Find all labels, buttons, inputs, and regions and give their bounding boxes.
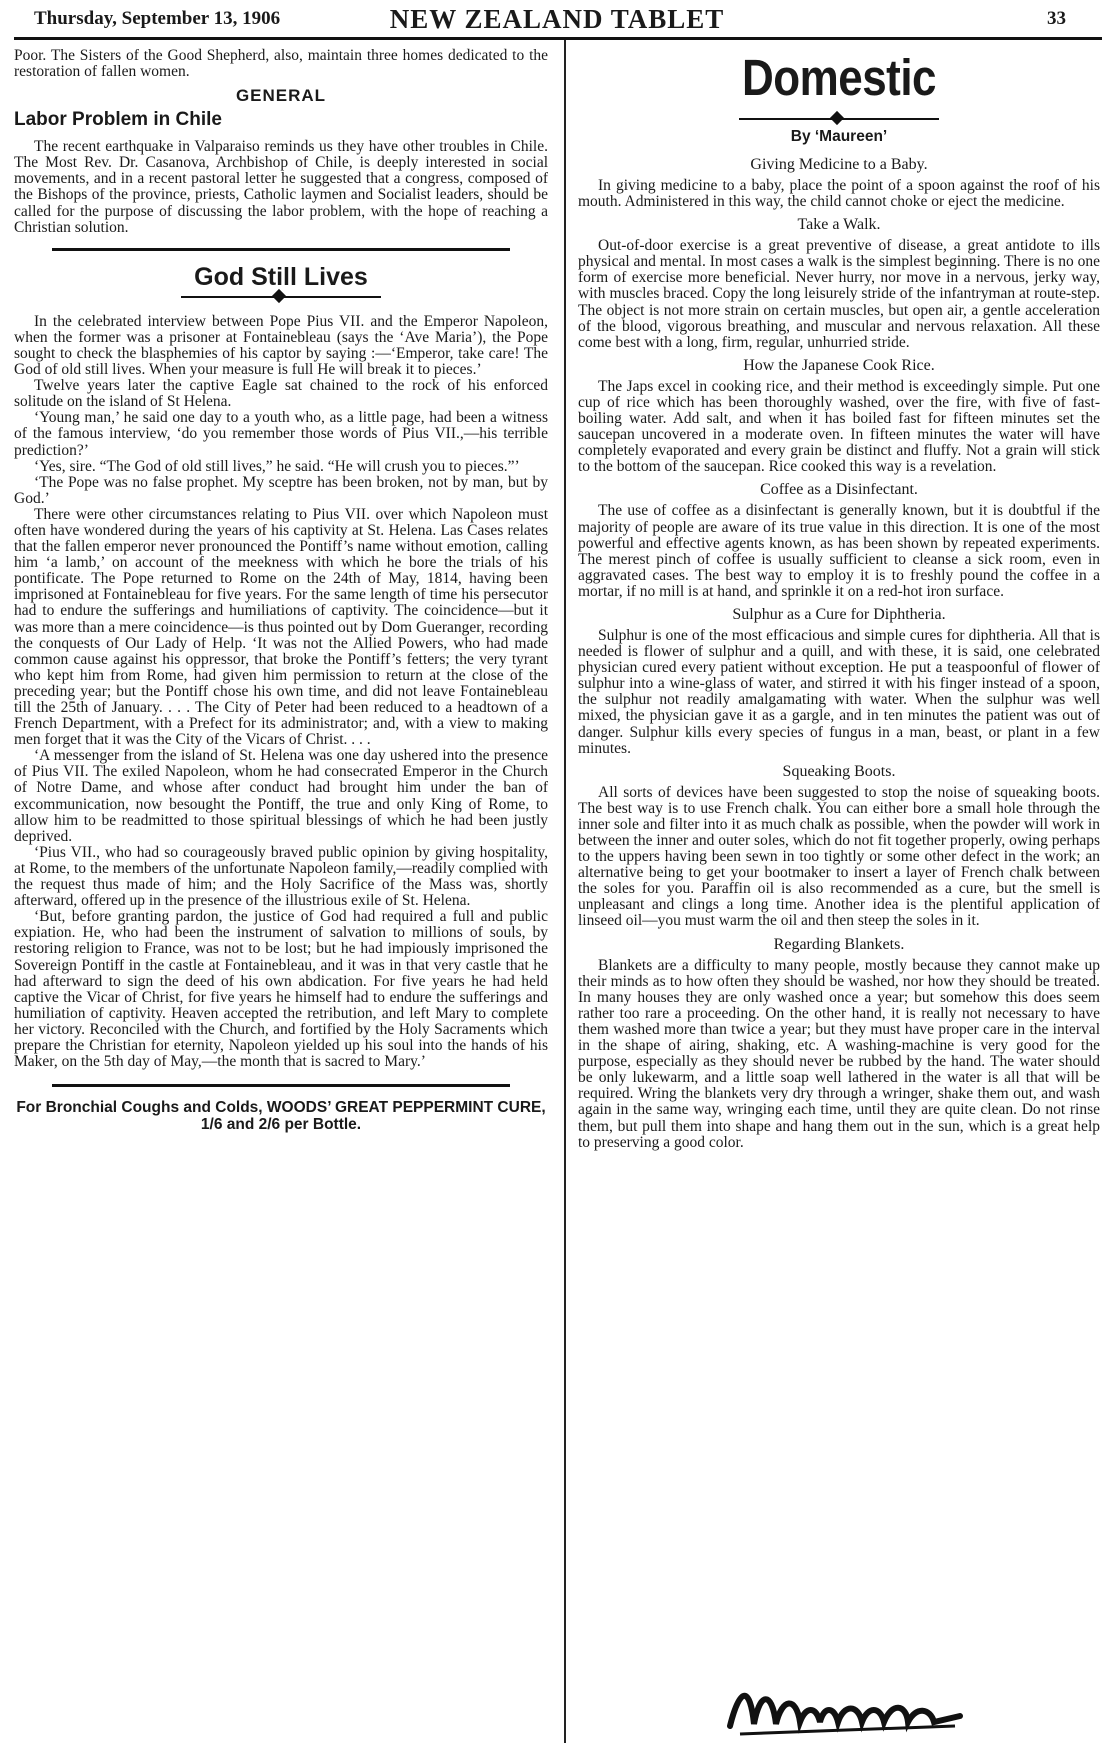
general-heading: GENERAL [235, 86, 327, 106]
byline: By ‘Maureen’ [790, 128, 888, 145]
section-heading: Giving Medicine to a Baby. [750, 156, 928, 173]
god-still-lives-title: God Still Lives [194, 262, 368, 291]
article-paragraph: ‘The Pope was no false prophet. My sceptre has been broken, not by man, but by God.’ [14, 473, 548, 507]
section-rule [52, 1084, 510, 1087]
left-column [14, 48, 548, 1743]
section-text: Sulphur is one of the most efficacious and simple cures for diphtheria. All that is needed is flower of sulphur and a quill, and with these, it is said, one celebrated physician cured every patient without exception. He put a teaspoonful of flower of sulphur into a wine-glass of water, and stirred it with his finger instead of a spoon, the sulphur not readily amalgamating with water. When the sulphur was well mixed, the physician gave it as a gargle, and in ten minutes the patient was out of danger. Sulphur kills every species of fungus in a man, beast, or plant in a few minutes. [578, 626, 1100, 757]
article-paragraph: ‘Pius VII., who had so courageously braved public opinion by giving hospitality, at Rome, to the members of the unfortunate Napoleon family,—readily complied with the request thus made of him; and the Holy Sacrifice of the Mass was, shortly afterward, offered up in the presence of the illustrious exile of St. Helena. [14, 843, 548, 910]
section-text: In giving medicine to a baby, place the point of a spoon against the roof of his mouth. Administered in this way, the child cannot choke or eject the medicine. [578, 177, 1100, 211]
section-heading: Sulphur as a Cure for Diphtheria. [732, 605, 946, 623]
section-heading: Coffee as a Disinfectant. [760, 481, 918, 499]
section-heading: Regarding Blankets. [773, 935, 905, 953]
section-text: The Japs excel in cooking rice, and their method is exceedingly simple. Put one cup of rice which has been thoroughly washed, over the fire, with five of fast-boiling water. Add salt, and when it has boiled fast for fifteen minutes set the saucepan uncovered in a moderate oven. In fifteen minutes the water will have completely evaporated and every grain be distinct and fluffy. Not a grain will stick to the bottom of the saucepan. Rice cooked this way is a revelation. [578, 377, 1100, 476]
article-paragraph: ‘Yes, sire. “The God of old still lives,” he said. “He will crush you to pieces.”’ [34, 457, 520, 475]
section-text: The use of coffee as a disinfectant is generally known, but it is doubtful if the majority of people are aware of its true value in this direction. It is one of the most powerful and effective agents known, as has been shown by repeated experiments. The merest pinch of coffee is usually sufficient to cleanse a sick room, even in aggravated cases. The best way to employ it is to freshly pound the coffee in a mortar, if no mill is at hand, and sprinkle it on a red-hot iron surface. [578, 502, 1100, 600]
section-text: All sorts of devices have been suggested to stop the noise of squeaking boots. The best way is to use French chalk. You can either bore a small hole through the inner sole and filter into it as much chalk as possible, when the powder will work in between the inner and outer soles, which do not fit together properly, owing perhaps to the uppers having been sewn in too tightly or some other defect in the work; an alternative being to get your bootmaker to insert a layer of French chalk between the soles for you. Paraffin oil is also recommended as a cure, but the smell is unpleasant and clings a long time. Another idea is the plentiful application of linseed oil—you must warm the oil and then steep the soles in it. [578, 783, 1100, 930]
maureen-signature [720, 1676, 980, 1746]
advertisement: For Bronchial Coughs and Colds, WOODS’ GREAT PEPPERMINT CURE, 1/6 and 2/6 per Bottle. [16, 1099, 546, 1134]
page-header [0, 0, 1114, 38]
title-ornament [739, 118, 939, 120]
section-text: Out-of-door exercise is a great preventive of disease, a great antidote to ills physical and mental. In most cases a walk is the simplest beginning. There is no one form of exercise more beneficial. Never hurry, nor move in a nervous, jerky way, with muscles braced. Copy the long leisurely stride of the infantryman at route-step. The object is not more strain on certain muscles, but open air, a gentle acceleration of the blood, vigorous breathing, and muscular and nervous relaxation. All these come best with a long, firm, regular, unhurried stride. [578, 237, 1100, 351]
domestic-sections [578, 156, 1100, 1151]
article-paragraph: In the celebrated interview between Pope Pius VII. and the Emperor Napoleon, when the former was a prisoner at Fontainebleau (says the ‘Ave Maria’), the Pope sought to check the blasphemies of his captor by saying :—‘Emperor, take care! The God of old still lives. When your measure is full He will break it to pieces.’ [14, 312, 548, 379]
labor-problem-text: The recent earthquake in Valparaiso reminds us they have other troubles in Chile. The Most Rev. Dr. Casanova, Archbishop of Chile, is deeply interested in social movements, and in a recent pastoral letter he suggested that a congress, composed of the Bishops of the province, priests, Catholic laymen and Socialist leaders, should be called for the purpose of discussing the labor problem, with the hope of reaching a Christian solution. [14, 138, 548, 236]
article-paragraph: ‘Young man,’ he said one day to a youth who, as a little page, had been a witness of the famous interview, ‘do you remember those words of Pius VII.,—his terrible prediction?’ [14, 409, 548, 459]
article-body [14, 314, 548, 1070]
article-paragraph: ‘But, before granting pardon, the justice of God had required a full and public expiation. He, who had been the instrument of salvation to millions of souls, by restoring religion to France, was not to be lost; but he had impiously imprisoned the Sovereign Pontiff in the castle at Fontainebleau, and it was in that very castle that he had afterward to sign the deed of his own abdication. For five years he had held captive the Vicar of Christ, for five years he himself had to endure the sufferings and humiliation of captivity. Heaven accepted the retribution, and left Mary to complete her victory. Reconciled with the Church, and fortified by the Holy Sacraments which prepare the Christian for eternity, Napoleon yielded up his soul into the hands of his Maker, on the 5th day of May,—the month that is sacred to Mary.’ [14, 908, 548, 1071]
title-ornament [181, 296, 381, 298]
article-paragraph: There were other circumstances relating to Pius VII. over which Napoleon must often have wondered during the years of his captivity at St. Helena. Las Cases relates that the fallen emperor never pronounced the Pontiff’s name without emotion, calling him ‘a lamb,’ on account of the meekness with which he bore the trials of his pontificate. The Pope returned to Rome on the 24th of May, 1814, having been imprisoned at Fontainebleau for five years. For the same length of time his persecutor had to endure the sufferings and humiliations of captivity. The coincidence—but it was more than a mere coincidence—is thus pointed out by Dom Gueranger, recording the conquests of Our Lady of Help. ‘It was not the Allied Powers, who had made common cause against his oppressor, that broke the Pontiff’s fetters; the very tyrant who kept him from Rome, had given him permission to return at the close of the preceding year; but the Pontiff chose his own time, and did not leave Fontainebleau till the 25th of January. . . . The City of Peter had been reduced to a headtown of a French Department, with a Prefect for its administrator; and, with a view to making men forget that it was the City of the Vicars of Christ. . . . [14, 505, 548, 749]
page-number: 33 [1047, 8, 1066, 29]
domestic-title: Domestic [741, 50, 937, 107]
labor-problem-title: Labor Problem in Chile [14, 109, 222, 131]
publication-title: NEW ZEALAND TABLET [389, 4, 725, 34]
column-divider [564, 40, 566, 1743]
header-rule [14, 37, 1102, 40]
section-heading: Squeaking Boots. [782, 762, 896, 780]
article-paragraph: ‘A messenger from the island of St. Helena was one day ushered into the presence of Pius VII. The exiled Napoleon, whom he had consecrated Emperor in the Church of Notre Dame, and whose after conduct had brought him under the ban of excommunication, now besought the Pontiff, the true and only King of Rome, to allow him to be readmitted to those spiritual blessings of which he had been justly deprived. [14, 747, 548, 845]
section-rule [52, 248, 510, 251]
issue-date: Thursday, September 13, 1906 [34, 8, 281, 29]
section-heading: How the Japanese Cook Rice. [743, 356, 935, 374]
article-paragraph: Twelve years later the captive Eagle sat chained to the rock of his enforced solitude on the island of St Helena. [14, 377, 548, 411]
right-column [578, 48, 1100, 1743]
continued-text: Poor. The Sisters of the Good Shepherd, also, maintain three homes dedicated to the restoration of fallen women. [14, 48, 548, 81]
section-text: Blankets are a difficulty to many people, mostly because they cannot make up their minds as to how often they should be washed, nor how they should be treated. In many houses they are only washed once a year; but somehow this does seem rather too rare a proceeding. On the other hand, it is really not necessary to have them washed more than twice a year; but they must have proper care in the interval in the shape of airing, shaking, etc. A washing-machine is very good for the purpose, especially as they should never be rubbed by the hand. The water should be only lukewarm, and a little soap well lathered in the water is all that will be required. Wring the blankets very dry through a wringer, shake them out, and wash again in the same way, wringing each time, until they are quite clean. Do not rinse them, but pull them into shape and hang them out in the sun, which is a great help to preserving a good color. [578, 956, 1100, 1151]
section-heading: Take a Walk. [797, 216, 881, 234]
